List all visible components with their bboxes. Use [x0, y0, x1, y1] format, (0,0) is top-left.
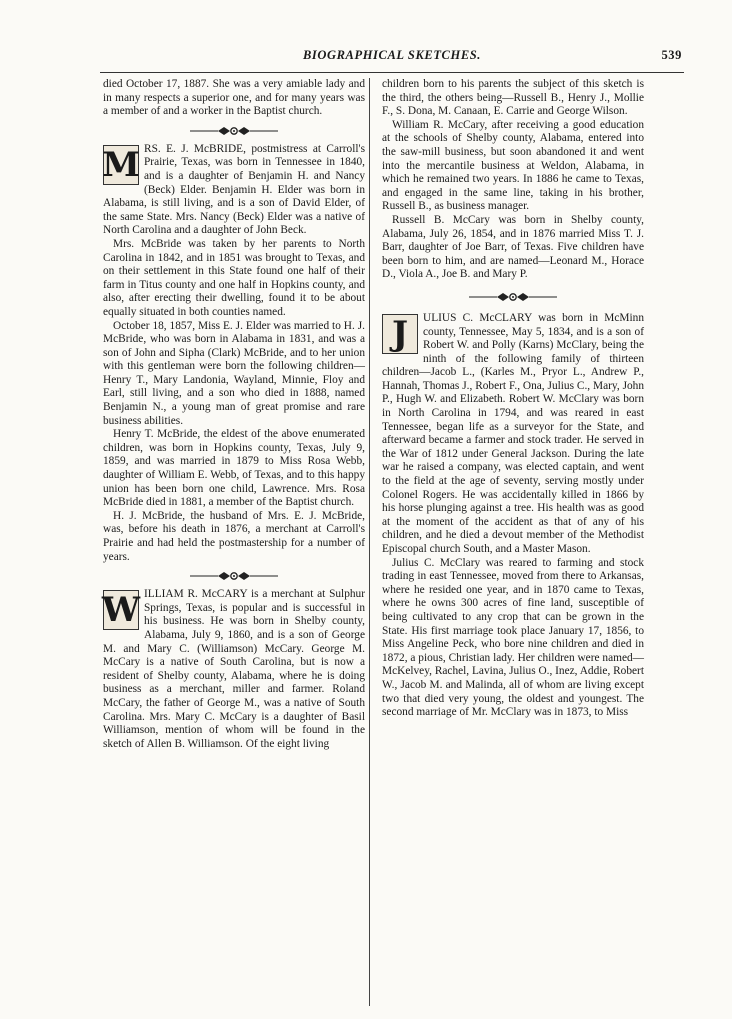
drop-cap: W	[101, 590, 141, 631]
paragraph: H. J. McBride, the husband of Mrs. E. J. McBride, was, before his death in 1876, a merchant at Carroll's Prairie and had held the postmastership for a number of years.	[103, 509, 365, 563]
section-ornament	[103, 564, 365, 588]
paragraph: October 18, 1857, Miss E. J. Elder was married to H. J. McBride, who was born in Alabama in 1831, and was a son of John and Sipha (Clark) McBride, and to her union with this gentleman were born the following children—Henry T., Mary Landonia, Wayland, Minnie, Floy and Earl, still living, and a son who died in 1888, named Benjamin N., a young man of great promise and rare business abilities.	[103, 319, 365, 427]
page-header	[102, 48, 682, 68]
paragraph: William R. McCary, after receiving a good education at the schools of Shelby county, Alabama, entered into the saw-mill business, but soon abandoned it and went into the mercantile business at Weldon, Alabama, in which he remained two years. In 1886 he came to Texas, and engaged in the same line, taking in his brother, Russell B., as business manager.	[382, 118, 644, 213]
header-rule	[100, 72, 684, 73]
paragraph: Henry T. McBride, the eldest of the above enumerated children, was born in Hopkins county, Texas, July 9, 1859, and was married in 1879 to Miss Rosa Webb, daughter of William E. Webb, of Texas, and to this happy union has been born one child, Lawrence. Mrs. Rosa McBride died in 1881, a member of the Baptist church.	[103, 428, 365, 509]
drop-cap: J	[382, 314, 418, 354]
sketch-mcclary	[382, 312, 644, 720]
drop-cap: M	[102, 144, 140, 185]
lead-paragraph	[382, 312, 644, 557]
running-head: BIOGRAPHICAL SKETCHES.	[302, 48, 482, 62]
lead-text: ILLIAM R. McCARY is a merchant at Sulphur Springs, Texas, is popular and is successful in his business. He was born in Shelby county, Alabama, July 9, 1860, and is a son of George M. and Mary C. (Williamson) McCary. George M. McCary is a native of South Carolina, but is now a resident of Shelby county, Alabama, where he is doing business as a merchant, miller and farmer. Roland McCary, the father of George M., was a native of South Carolina. Mrs. Mary C. McCary is a daughter of Basil Williamson, mention of whom will be found in the sketch of Allen B. Williamson. Of the eight living	[103, 588, 365, 750]
ornament-icon	[188, 125, 280, 137]
page-number: 539	[661, 48, 682, 62]
lead-text: RS. E. J. McBRIDE, postmistress at Carroll's Prairie, Texas, was born in Tennessee in 1840, and is a daughter of Benjamin H. and Nancy (Beck) Elder. Benjamin H. Elder was born in Alabama, is still living, and is a son of David Elder, of the same State. Mrs. Nancy (Beck) Elder was a native of North Carolina and a daughter of John Beck.	[103, 142, 365, 237]
column-divider	[369, 78, 370, 1006]
paragraph: died October 17, 1887. She was a very amiable lady and in many respects a superior one, and for many years was a member of and a worker in the Baptist church.	[103, 78, 365, 118]
lead-paragraph	[103, 588, 365, 751]
lead-paragraph	[103, 143, 365, 238]
paragraph: Julius C. McClary was reared to farming and stock trading in east Tennessee, moved from there to Arkansas, where he resided one year, and in 1870 came to Texas, where he owns 300 acres of fine land, susceptible of being cultivated to any crop that can be grown in the State. His first marriage took place January 17, 1856, to Miss Angeline Peck, who bore nine children and died in 1872, a pious, Christian lady. Her children were named—McKelvey, Rachel, Lavina, Julius O., Inez, Addie, Robert W., Jacob M. and Malinda, all of whom are living except two that died very young, the oldest and youngest. The second marriage of Mr. McClary was in 1873, to Miss	[382, 556, 644, 719]
right-column	[382, 78, 644, 720]
paragraph: Mrs. McBride was taken by her parents to North Carolina in 1842, and in 1851 was brought to Texas, and on their settlement in this State found one half of their farm in Titus county and one half in Hopkins county, and also, after erecting their dwelling, found it to be about equally situated in both counties named.	[103, 237, 365, 318]
paragraph: Russell B. McCary was born in Shelby county, Alabama, July 26, 1854, and in 1876 married Miss T. J. Barr, daughter of Joe Barr, of Texas. Five children have been born to him, and are named—Leonard M., Horace D., Viola A., Joe B. and Mary P.	[382, 213, 644, 281]
section-ornament	[382, 282, 644, 312]
lead-text: ULIUS C. McCLARY was born in McMinn county, Tennessee, May 5, 1834, and is a son of Robert W. and Polly (Karns) McClary, being the ninth of the following family of thirteen children—Jacob L., (Karles M., Pryor L., Andrew P., Hannah, Thomas J., Robert F., Ona, Julius C., Mary, John P., Hugh W. and Elizabeth. Robert W. McClary was born in North Carolina in 1794, and was reared in east Tennessee, began life as a surveyor for the State, and afterward became a farmer and stock trader. He served in the War of 1812 under General Jackson. During the late war he raised a company, was elected captain, and went to the field at the age of seventy, serving mostly under Colonel Rogers. He was accidentally killed in 1866 by his horse plunging against a tree. His health was as good at the moment of the accident as that of any of his children, and he died a devout member of the Methodist Episcopal church South, and a Master Mason.	[382, 311, 644, 555]
sketch-mcbride	[103, 143, 365, 564]
ornament-icon	[188, 570, 280, 582]
section-ornament	[103, 119, 365, 143]
paragraph: children born to his parents the subject of this sketch is the third, the others being—Russell B., Henry J., Mollie F., S. Dona, M. Canaan, E. Carrie and George Wilson.	[382, 78, 644, 118]
left-column	[103, 78, 365, 751]
ornament-icon	[467, 291, 559, 303]
sketch-mccary	[103, 588, 365, 751]
